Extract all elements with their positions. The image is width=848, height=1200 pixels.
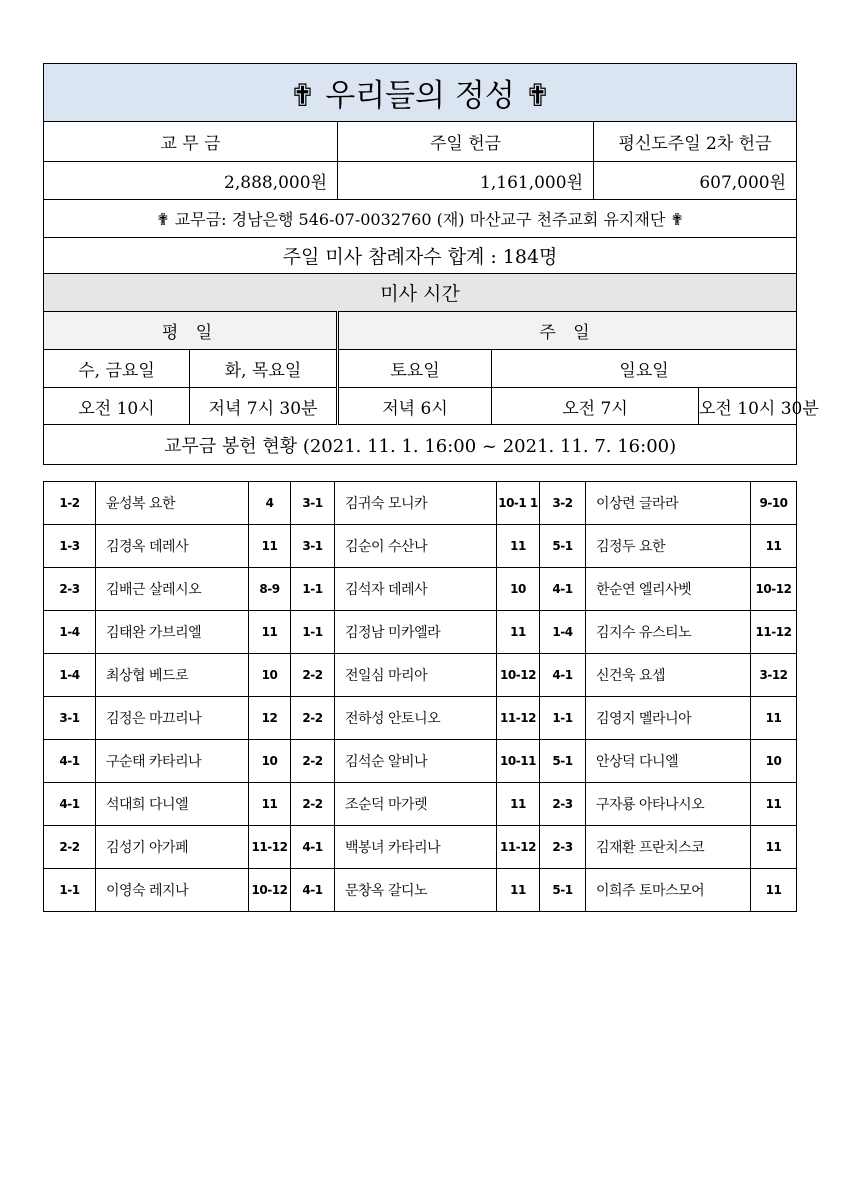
- weekday-label: 평 일: [44, 312, 338, 350]
- district-cell: 4-1: [44, 783, 96, 826]
- district-cell: 4-1: [44, 740, 96, 783]
- offering-value-laity: 607,000원: [594, 162, 797, 200]
- months-cell: 11: [497, 611, 540, 654]
- months-cell: 11: [751, 869, 797, 912]
- donor-name: 김성기 아가페: [96, 826, 249, 869]
- district-cell: 2-3: [540, 826, 586, 869]
- time-sunday-late: 오전 10시 30분: [699, 388, 797, 425]
- donor-name: 김정남 미카엘라: [335, 611, 497, 654]
- months-cell: 10-1 1: [497, 482, 540, 525]
- donor-name: 김재환 프란치스코: [586, 826, 751, 869]
- offering-header-dues: 교 무 금: [44, 122, 338, 162]
- day-sunday: 일요일: [492, 350, 797, 388]
- district-cell: 1-1: [44, 869, 96, 912]
- district-cell: 1-2: [44, 482, 96, 525]
- day-saturday: 토요일: [338, 350, 492, 388]
- district-cell: 1-1: [291, 611, 335, 654]
- time-tue-thu: 저녁 7시 30분: [190, 388, 338, 425]
- months-cell: 12: [249, 697, 291, 740]
- district-cell: 1-4: [44, 611, 96, 654]
- sunday-label: 주 일: [338, 312, 797, 350]
- donor-name: 전일심 마리아: [335, 654, 497, 697]
- donor-name: 안상덕 다니엘: [586, 740, 751, 783]
- months-cell: 11: [249, 611, 291, 654]
- months-cell: 8-9: [249, 568, 291, 611]
- donor-name: 최상협 베드로: [96, 654, 249, 697]
- time-sunday-early: 오전 7시: [492, 388, 699, 425]
- district-cell: 2-3: [44, 568, 96, 611]
- months-cell: 11: [751, 783, 797, 826]
- months-cell: 11: [751, 525, 797, 568]
- donor-name: 윤성복 요한: [96, 482, 249, 525]
- donor-name: 석대희 다니엘: [96, 783, 249, 826]
- table-row: [44, 654, 797, 697]
- district-cell: 3-2: [540, 482, 586, 525]
- table-row: [44, 525, 797, 568]
- donor-name: 백봉녀 카타리나: [335, 826, 497, 869]
- donor-name: 김경옥 데레사: [96, 525, 249, 568]
- district-cell: 4-1: [291, 826, 335, 869]
- months-cell: 11-12: [497, 697, 540, 740]
- donor-name: 이상련 글라라: [586, 482, 751, 525]
- mass-time-title: 미사 시간: [44, 274, 797, 312]
- table-row: [44, 568, 797, 611]
- months-cell: 10-12: [497, 654, 540, 697]
- months-cell: 11: [497, 525, 540, 568]
- donor-name: 김정두 요한: [586, 525, 751, 568]
- donor-name: 문창옥 갈디노: [335, 869, 497, 912]
- table-row: [44, 783, 797, 826]
- months-cell: 10: [249, 654, 291, 697]
- months-cell: 11-12: [249, 826, 291, 869]
- bank-info: ✟ 교무금: 경남은행 546-07-0032760 (재) 마산교구 천주교회 유지재단 ✟: [44, 200, 797, 238]
- donor-name: 전하성 안토니오: [335, 697, 497, 740]
- info-table: [43, 63, 819, 465]
- donor-name: 김석순 알비나: [335, 740, 497, 783]
- months-cell: 11: [497, 783, 540, 826]
- district-cell: 2-2: [291, 654, 335, 697]
- months-cell: 3-12: [751, 654, 797, 697]
- donor-name: 한순연 엘리사벳: [586, 568, 751, 611]
- offering-value-dues: 2,888,000원: [44, 162, 338, 200]
- months-cell: 10-12: [249, 869, 291, 912]
- months-cell: 10-12: [751, 568, 797, 611]
- months-cell: 10: [497, 568, 540, 611]
- table-row: [44, 611, 797, 654]
- donor-name: 김영지 멜라니아: [586, 697, 751, 740]
- donor-name: 이영숙 레지나: [96, 869, 249, 912]
- months-cell: 11: [249, 525, 291, 568]
- district-cell: 2-2: [44, 826, 96, 869]
- district-cell: 4-1: [291, 869, 335, 912]
- table-row: [44, 697, 797, 740]
- months-cell: 11: [751, 697, 797, 740]
- district-cell: 5-1: [540, 525, 586, 568]
- months-cell: 11: [249, 783, 291, 826]
- donor-name: 김지수 유스티노: [586, 611, 751, 654]
- donor-name: 이희주 토마스모어: [586, 869, 751, 912]
- donor-name: 김배근 살레시오: [96, 568, 249, 611]
- district-cell: 1-1: [291, 568, 335, 611]
- months-cell: 11: [751, 826, 797, 869]
- donor-name: 김태완 가브리엘: [96, 611, 249, 654]
- donor-name: 구자룡 아타나시오: [586, 783, 751, 826]
- district-cell: 1-3: [44, 525, 96, 568]
- months-cell: 4: [249, 482, 291, 525]
- table-row: [44, 482, 797, 525]
- months-cell: 9-10: [751, 482, 797, 525]
- months-cell: 10: [249, 740, 291, 783]
- donor-name: 김귀숙 모니카: [335, 482, 497, 525]
- day-tue-thu: 화, 목요일: [190, 350, 338, 388]
- offering-value-sunday: 1,161,000원: [338, 162, 594, 200]
- donor-name: 조순덕 마가렛: [335, 783, 497, 826]
- months-cell: 10-11: [497, 740, 540, 783]
- report-period: 교무금 봉헌 현황 (2021. 11. 1. 16:00 ~ 2021. 11. 7. 16:00): [44, 425, 797, 465]
- donor-name: 김정은 마끄리나: [96, 697, 249, 740]
- district-cell: 2-2: [291, 783, 335, 826]
- district-cell: 3-1: [291, 525, 335, 568]
- offering-header-laity: 평신도주일 2차 헌금: [594, 122, 797, 162]
- donor-name: 김순이 수산나: [335, 525, 497, 568]
- time-wed-fri: 오전 10시: [44, 388, 190, 425]
- offering-header-sunday: 주일 헌금: [338, 122, 594, 162]
- donor-name: 구순태 카타리나: [96, 740, 249, 783]
- district-cell: 2-2: [291, 697, 335, 740]
- district-cell: 1-4: [540, 611, 586, 654]
- table-row: [44, 740, 797, 783]
- months-cell: 11-12: [497, 826, 540, 869]
- district-cell: 2-3: [540, 783, 586, 826]
- district-cell: 3-1: [44, 697, 96, 740]
- district-cell: 4-1: [540, 568, 586, 611]
- district-cell: 1-1: [540, 697, 586, 740]
- attendance-total: 주일 미사 참례자수 합계 : 184명: [44, 238, 797, 274]
- page-title: ✟ 우리들의 정성 ✟: [44, 64, 797, 122]
- district-cell: 5-1: [540, 869, 586, 912]
- donor-name: 신건욱 요셉: [586, 654, 751, 697]
- months-cell: 11: [497, 869, 540, 912]
- donation-table: [43, 481, 797, 912]
- district-cell: 1-4: [44, 654, 96, 697]
- time-saturday: 저녁 6시: [338, 388, 492, 425]
- months-cell: 11-12: [751, 611, 797, 654]
- district-cell: 2-2: [291, 740, 335, 783]
- table-row: [44, 826, 797, 869]
- district-cell: 5-1: [540, 740, 586, 783]
- district-cell: 3-1: [291, 482, 335, 525]
- months-cell: 10: [751, 740, 797, 783]
- table-row: [44, 869, 797, 912]
- donor-name: 김석자 데레사: [335, 568, 497, 611]
- district-cell: 4-1: [540, 654, 586, 697]
- day-wed-fri: 수, 금요일: [44, 350, 190, 388]
